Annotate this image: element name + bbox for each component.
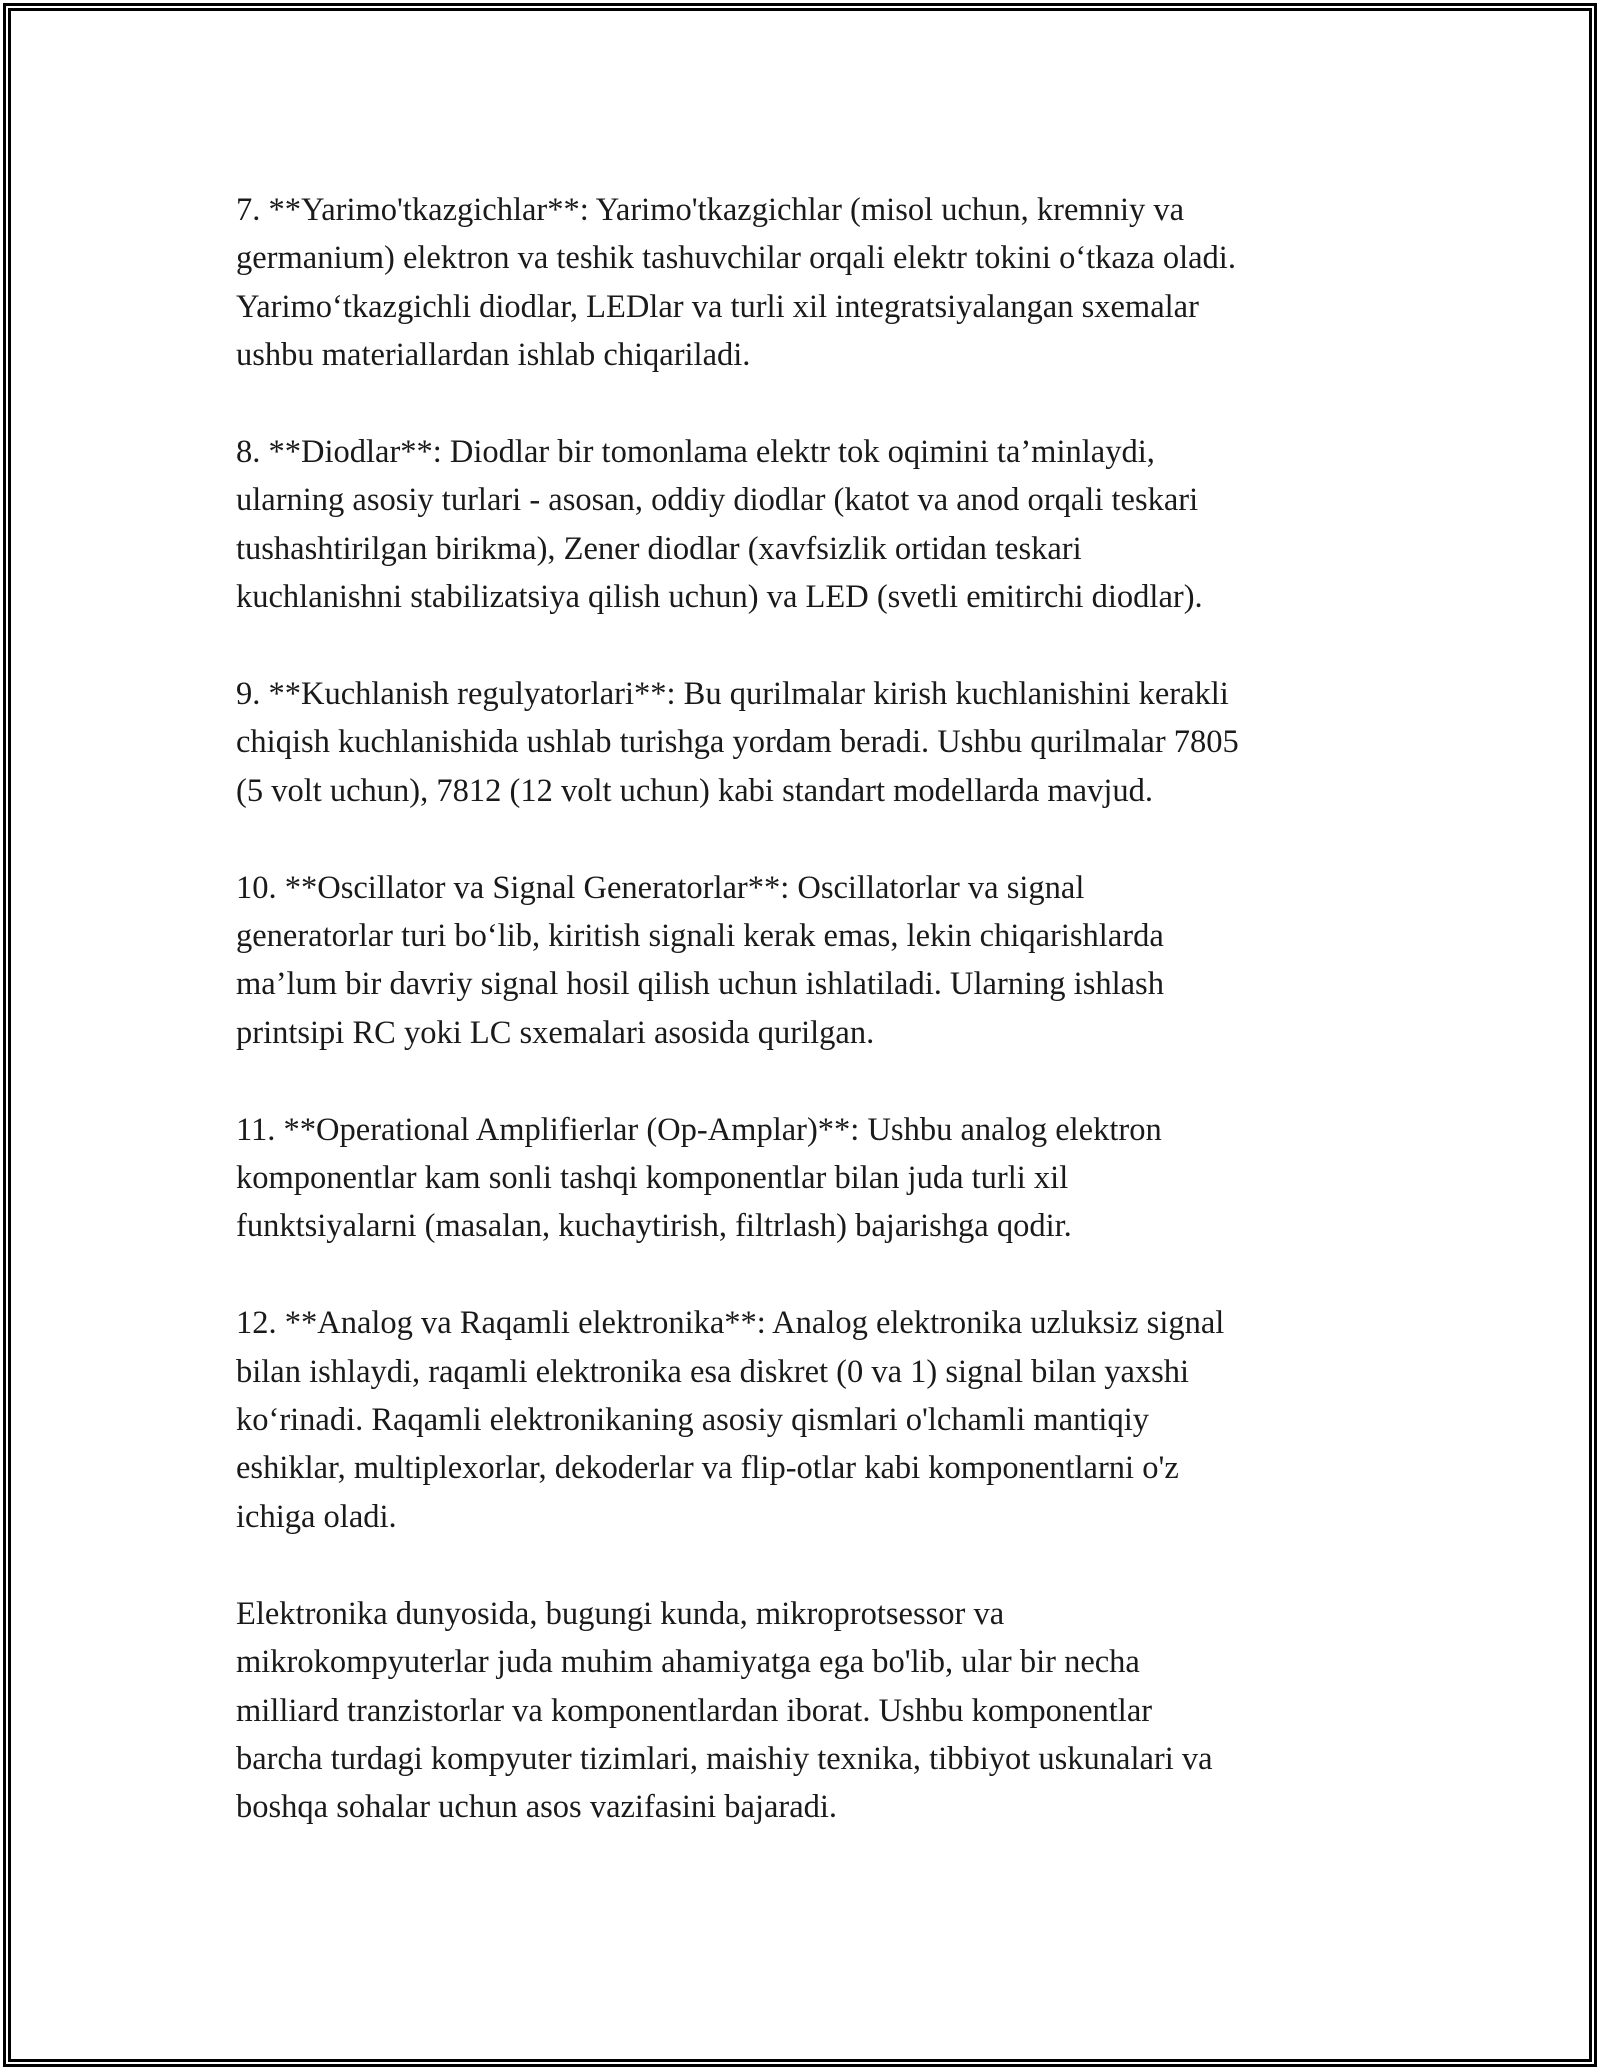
text-line: funktsiyalarni (masalan, kuchaytirish, filtrlash) bajarishga qodir. (236, 1208, 1072, 1245)
text-line: barcha turdagi kompyuter tizimlari, maishiy texnika, tibbiyot uskunalari va (236, 1740, 1213, 1777)
paragraph-analog-digital (236, 1299, 1386, 1541)
text-line: Elektronika dunyosida, bugungi kunda, mikroprotsessor va (236, 1595, 1005, 1632)
text-line: (5 volt uchun), 7812 (12 volt uchun) kabi standart modellarda mavjud. (236, 772, 1154, 809)
text-line: printsipi RC yoki LC sxemalari asosida qurilgan. (236, 1014, 875, 1051)
text-line: ma’lum bir davriy signal hosil qilish uchun ishlatiladi. Ularning ishlash (236, 966, 1164, 1003)
text-line: generatorlar turi bo‘lib, kiritish signali kerak emas, lekin chiqarishlarda (236, 918, 1164, 955)
paragraph-op-amps (236, 1106, 1386, 1251)
text-line: ularning asosiy turlari - asosan, oddiy diodlar (katot va anod orqali teskari (236, 482, 1199, 519)
text-line: 10. **Oscillator va Signal Generatorlar**: Oscillatorlar va signal (236, 869, 1085, 906)
text-line: mikrokompyuterlar juda muhim ahamiyatga ega bo'lib, ular bir necha (236, 1644, 1140, 1681)
text-line: boshqa sohalar uchun asos vazifasini bajaradi. (236, 1789, 838, 1826)
text-line: Yarimo‘tkazgichli diodlar, LEDlar va turli xil integratsiyalangan sxemalar (236, 288, 1199, 325)
document-body (236, 186, 1386, 1880)
text-line: tushashtirilgan birikma), Zener diodlar (xavfsizlik ortidan teskari (236, 530, 1082, 567)
paragraph-semiconductors (236, 186, 1386, 380)
text-line: 7. **Yarimo'tkazgichlar**: Yarimo'tkazgichlar (misol uchun, kremniy va (236, 192, 1185, 228)
text-line: 12. **Analog va Raqamli elektronika**: Analog elektronika uzluksiz signal (236, 1305, 1225, 1342)
text-line: milliard tranzistorlar va komponentlardan iborat. Ushbu komponentlar (236, 1692, 1153, 1729)
text-line: kuchlanishni stabilizatsiya qilish uchun) va LED (svetli emitirchi diodlar). (236, 579, 1203, 616)
text-line: bilan ishlaydi, raqamli elektronika esa diskret (0 va 1) signal bilan yaxshi (236, 1353, 1190, 1390)
text-line: chiqish kuchlanishida ushlab turishga yordam beradi. Ushbu qurilmalar 7805 (236, 724, 1239, 761)
text-line: eshiklar, multiplexorlar, dekoderlar va flip-otlar kabi komponentlarni o'z (236, 1450, 1179, 1487)
text-line: ko‘rinadi. Raqamli elektronikaning asosiy qismlari o'lchamli mantiqiy (236, 1402, 1149, 1439)
paragraph-conclusion (236, 1590, 1386, 1832)
text-line: 8. **Diodlar**: Diodlar bir tomonlama elektr tok oqimini ta’minlaydi, (236, 434, 1155, 471)
text-line: ushbu materiallardan ishlab chiqariladi. (236, 337, 751, 374)
text-line: komponentlar kam sonli tashqi komponentlar bilan juda turli xil (236, 1160, 1069, 1197)
paragraph-oscillators (236, 864, 1386, 1058)
paragraph-diodes (236, 428, 1386, 622)
paragraph-voltage-regulators (236, 670, 1386, 815)
text-line: germanium) elektron va teshik tashuvchilar orqali elektr tokini o‘tkaza oladi. (236, 240, 1236, 277)
text-line: 11. **Operational Amplifierlar (Op-Amplar)**: Ushbu analog elektron (236, 1111, 1162, 1148)
text-line: 9. **Kuchlanish regulyatorlari**: Bu qurilmalar kirish kuchlanishini kerakli (236, 676, 1229, 713)
text-line: ichiga oladi. (236, 1498, 397, 1535)
